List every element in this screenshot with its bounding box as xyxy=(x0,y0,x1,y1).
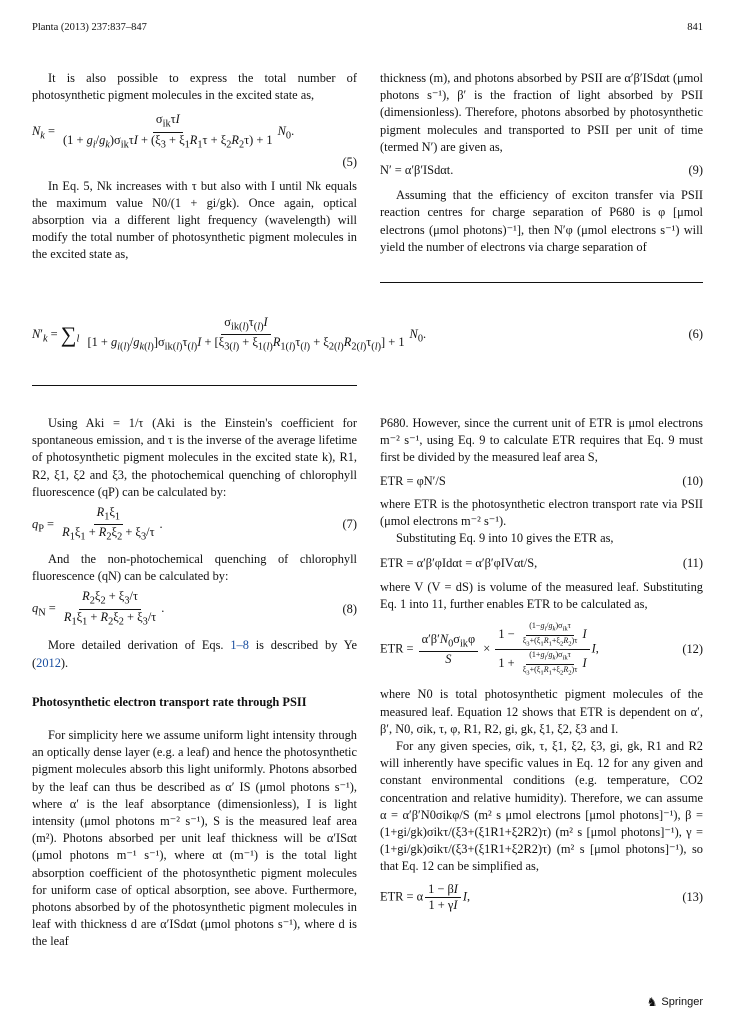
paragraph: where N0 is total photosynthetic pigment molecules of the measured leaf. Equation 12 shows that ETR is dependent on α′, β′, N0, σik, τ, φ, R1, R2, gi, gk, ξ1, ξ2, ξ3 and I. xyxy=(380,687,703,736)
divider xyxy=(32,385,357,386)
equation-7: $q_P$ = $\frac{R_1\xi_1}{R_1\xi_1 + R_2\xi_2 + \xi_3/\tau}$ . (7) xyxy=(32,505,357,543)
journal-header: Planta (2013) 237:837–847 xyxy=(32,22,147,33)
equation-6: $N'_k = \sum_l$ $\sigma_{ik(l)}\tau_{(l)}I$ $[1 + g_{i(l)}/g_{k(l)}]\sigma_{ik(l)}\tau_{(l)}I + [\xi_{3(l)} + \xi_{1(l)}R_{1(l)}\tau_{(l)} + \xi_{2(l)}R_{2(l)}\tau_{(l)}] + 1$ $N_0$. (6) xyxy=(32,315,703,353)
equation-5: $N_k$ = $\frac{\sigma_{ik}\tau I}{(1 + g_i/g_k)\sigma_{ik}\tau I + (\xi_3 + \xi_1R_1\tau + \xi_2R_2\tau) + 1}$ $N_0$. xyxy=(32,112,295,151)
paragraph: thickness (m), and photons absorbed by PSII are α′β′ISdαt (μmol photons s⁻¹), β′ is the fraction of light absorbed by PSII (dimensionless). Therefore, photons absorbed by photosynthetic pigment molecules and transported to PSII per unit of time (termed N′) are given as, xyxy=(380,71,703,154)
section-heading: Photosynthetic electron transport rate through PSII xyxy=(32,694,307,709)
paragraph: where ETR is the photosynthetic electron transport rate via PSII (μmol electrons m⁻² s⁻¹). xyxy=(380,496,703,529)
paragraph: where V (V = dS) is volume of the measured leaf. Substituting Eq. 1 into 11, further enables ETR to be calculated as, xyxy=(380,579,703,611)
paragraph: And the non-photochemical quenching of chlorophyll fluorescence (qN) can be calculated by: xyxy=(32,551,357,584)
divider xyxy=(380,282,703,283)
paragraph: More detailed derivation of Eqs. 1–8 is described by Ye (2012). xyxy=(32,638,357,670)
paragraph: Using Aki = 1/τ (Aki is the Einstein's coefficient for spontaneous emission, and τ is the inverse of the average lifetime of photosynthetic pigment molecules in the excited state k), R1, R2, ξ1, ξ2 and ξ3, the photochemical quenching of chlorophyll fluorescence (qP) can be calculated by: xyxy=(32,416,357,499)
equation-11: ETR = α′β′φIdαt = α′β′φIVαt/S, (11) xyxy=(380,556,703,571)
right-column-bottom xyxy=(380,415,703,913)
springer-logo: ♞ Springer xyxy=(646,995,703,1009)
page-number: 841 xyxy=(687,22,703,33)
equation-number: (5) xyxy=(342,155,357,170)
paragraph: Substituting Eq. 9 into 10 gives the ETR as, xyxy=(396,531,614,546)
equation-9: N′ = α′β′ISdαt. (9) xyxy=(380,163,703,178)
left-column-top xyxy=(32,70,357,264)
paragraph: P680. However, since the current unit of ETR is μmol electrons m⁻² s⁻¹, using Eq. 9 to calculate ETR requires that Eq. 9 must first be divided by the measured leaf area S, xyxy=(380,416,703,465)
equation-link[interactable]: 1–8 xyxy=(230,638,249,653)
equation-13: ETR = α $\frac{1 - \beta I}{1 + \gamma I}$ I, (13) xyxy=(380,881,703,912)
paragraph: In Eq. 5, Nk increases with τ but also with I until Nk equals the maximum value N0/(1 + gi/gk). Once again, optical absorption via a different light frequency (wavelength) will modify the total number of photosynthetic pigment molecules in the excited state as, xyxy=(32,178,357,262)
paragraph: For simplicity here we assume uniform light intensity through an optically dense layer (e.g. a leaf) and hence the photosynthetic pigment molecules absorb this light uniformly. Photons absorbed by the leaf can thus be described as α′ IS (μmol photons s⁻¹), where α′ is the leaf absorptance (dimensionless), I is light intensity (μmol photons m⁻² s⁻¹), S is the measured leaf area (m²). Photons absorbed per unit leaf thickness will be α′ISαt (μmol photons m⁻¹ s⁻¹), where αt (m⁻¹) is the total light absorption coefficient of the photosynthetic pigment molecules for uniform case of optical absorption, see above. Furthermore, photons absorbed by of the photosynthetic pigment molecules in leaf with thickness d are α′ISdαt (μmol photons s⁻¹), where d is the leaf xyxy=(32,727,357,949)
equation-8: $q_N$ = $\frac{R_2\xi_2 + \xi_3/\tau}{R_1\xi_1 + R_2\xi_2 + \xi_3/\tau}$ . (8) xyxy=(32,589,357,628)
right-column-top xyxy=(380,70,703,256)
equation-10: ETR = φN′/S (10) xyxy=(380,473,703,488)
equation-12: ETR = $\frac{\alpha'\beta'N_0\sigma_{ik}\varphi}{S}$ × 1 − $\frac{(1-g_i/g_k)\sigma_{ik}\tau}{\xi_3+(\xi_1R_1+\xi_2R_2)\tau}$ I 1 + $\frac{(1+g_i/g_k)\sigma_{ik}\tau}{\xi_3+(\xi_1R_1+\xi_2R_2)\tau}$ I I, (12) xyxy=(380,621,703,677)
left-column-bottom xyxy=(32,415,357,951)
paragraph: It is also possible to express the total number of photosynthetic pigment molecules in the excited state as, xyxy=(32,71,357,103)
paragraph: For any given species, σik, τ, ξ1, ξ2, ξ3, gi, gk, R1 and R2 will inherently have specific values in Eq. 12 for any given and constant environmental conditions (e.g. temperature, CO2 concentration and relative humidity). Therefore, we can assume α = α′β′N0σikφ/S (m² s μmol electrons [μmol photons]⁻¹), β = (1+gi/gk)σikτ/(ξ3+(ξ1R1+ξ2R2)τ) (m² s [μmol photons]⁻¹), γ = (1+gi/gk)σikτ/(ξ3+(ξ1R1+ξ2R2)τ) (m² s [μmol photons]⁻¹), so that Eq. 12 can be simplified as, xyxy=(380,739,703,874)
citation-link[interactable]: 2012 xyxy=(36,655,61,670)
horse-icon: ♞ xyxy=(646,995,658,1009)
paragraph: Assuming that the efficiency of exciton transfer via PSII reaction centres for charge separation of P680 is φ [μmol electrons (μmol photons)⁻¹], then N′φ (μmol electrons s⁻¹) will yield the number of electrons via charge separation of xyxy=(380,188,703,254)
